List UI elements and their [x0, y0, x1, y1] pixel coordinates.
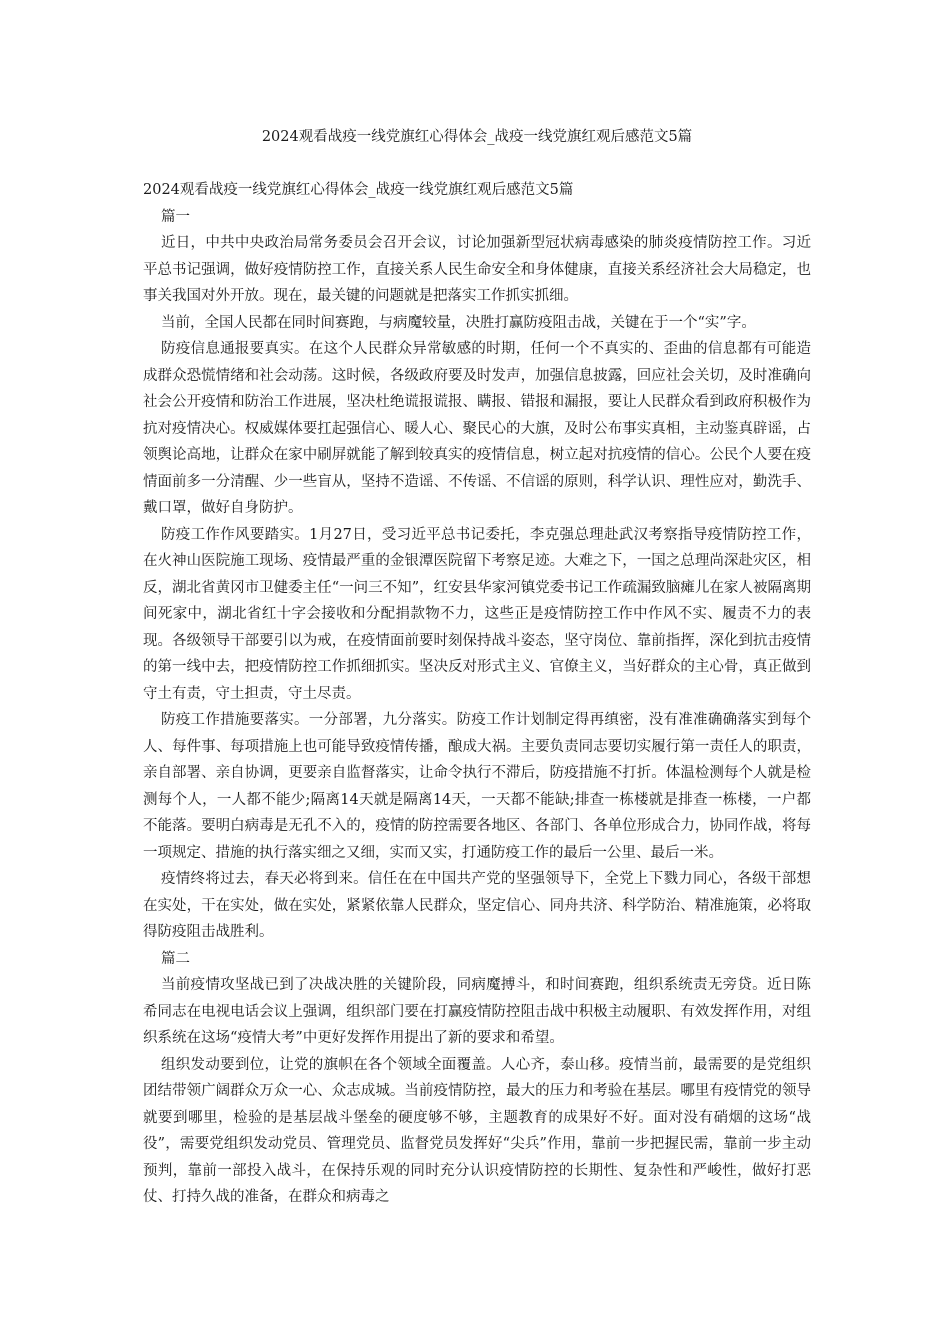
- document-subtitle: 2024观看战疫一线党旗红心得体会_战疫一线党旗红观后感范文5篇: [143, 182, 574, 198]
- section-label-2: 篇二: [161, 950, 190, 967]
- paragraph: 防疫信息通报要真实。在这个人民群众异常敏感的时期，任何一个不真实的、歪曲的信息都有可能造成群众恐慌情绪和社会动荡。这时候，各级政府要及时发声，加强信息披露，回应社会关切，及时准确向社会公开疫情和防治工作进展，坚决杜绝谎报谎报、瞒报、错报和漏报，要让人民群众看到政府积极作为抗对疫情决心。权威媒体要扛起强信心、暖人心、聚民心的大旗，及时公布事实真相，主动鉴真辟谣，占领舆论高地，让群众在家中刷屏就能了解到较真实的疫情信息，树立起对抗疫情的信心。公民个人要在疫情面前多一分清醒、少一些盲从，坚持不造谣、不传谣、不信谣的原则，科学认识、理性应对，勤洗手、戴口罩，做好自身防护。: [143, 341, 811, 516]
- paragraph: 防疫工作措施要落实。一分部署，九分落实。防疫工作计划制定得再缜密，没有准准确确落实到每个人、每件事、每项措施上也可能导致疫情传播，酿成大祸。主要负责同志要切实履行第一责任人的职责，亲自部署、亲自协调，更要亲自监督落实，让命令执行不滞后，防疫措施不打折。体温检测每个人就是检测每个人，一人都不能少;隔离14天就是隔离14天，一天都不能缺;排查一栋楼就是排查一栋楼，一户都不能落。要明白病毒是无孔不入的，疫情的防控需要各地区、各部门、各单位形成合力，协同作战，将每一项规定、措施的执行落实细之又细，实而又实，打通防疫工作的最后一公里、最后一米。: [143, 712, 811, 861]
- paragraph: 组织发动要到位，让党的旗帜在各个领域全面覆盖。人心齐，泰山移。疫情当前，最需要的是党组织团结带领广阔群众万众一心、众志成城。当前疫情防控，最大的压力和考验在基层。哪里有疫情党的领导就要到哪里，检验的是基层战斗堡垒的硬度够不够，主题教育的成果好不好。面对没有硝烟的这场“战役”，需要党组织发动党员、管理党员、监督党员发挥好“尖兵”作用，靠前一步把握民需，靠前一步主动预判，靠前一部投入战斗，在保持乐观的同时充分认识疫情防控的长期性、复杂性和严峻性，做好打恶仗、打持久战的准备，在群众和病毒之: [143, 1056, 811, 1205]
- paragraph: 疫情终将过去，春天必将到来。信任在在中国共产党的坚强领导下，全党上下戮力同心，各级干部想在实处，干在实处，做在实处，紧紧依靠人民群众，坚定信心、同舟共济、科学防治、精准施策，必将取得防疫阻击战胜利。: [143, 871, 811, 940]
- section-label-1: 篇一: [161, 208, 190, 225]
- paragraph: 近日，中共中央政治局常务委员会召开会议，讨论加强新型冠状病毒感染的肺炎疫情防控工作。习近平总书记强调，做好疫情防控工作，直接关系人民生命安全和身体健康，直接关系经济社会大局稳定，也事关我国对外开放。现在，最关键的问题就是把落实工作抓实抓细。: [143, 235, 811, 304]
- document-title: 2024观看战疫一线党旗红心得体会_战疫一线党旗红观后感范文5篇: [261, 129, 693, 145]
- paragraph: 当前疫情攻坚战已到了决战决胜的关键阶段，同病魔搏斗，和时间赛跑，组织系统责无旁贷。近日陈希同志在电视电话会议上强调，组织部门要在打赢疫情防控阻击战中积极主动履职、有效发挥作用，对组织系统在这场“疫情大考”中更好发挥作用提出了新的要求和希望。: [143, 977, 811, 1046]
- paragraph: 防疫工作作风要踏实。1月27日，受习近平总书记委托，李克强总理赴武汉考察指导疫情防控工作，在火神山医院施工现场、疫情最严重的金银潭医院留下考察足迹。大难之下，一国之总理尚深赴灾区，相反，湖北省黄冈市卫健委主任“一问三不知”，红安县华家河镇党委书记工作疏漏致脑瘫儿在家人被隔离期间死家中，湖北省红十字会接收和分配捐款物不力，这些正是疫情防控工作中作风不实、履责不力的表现。各级领导干部要引以为戒，在疫情面前要时刻保持战斗姿态，坚守岗位、靠前指挥，深化到抗击疫情的第一线中去，把疫情防控工作抓细抓实。坚决反对形式主义、官僚主义，当好群众的主心骨，真正做到守土有责，守土担责，守土尽责。: [143, 526, 811, 702]
- paragraph: 当前，全国人民都在同时间赛跑，与病魔较量，决胜打赢防疫阻击战，关键在于一个“实”字。: [161, 314, 756, 331]
- document-body: [143, 177, 811, 1211]
